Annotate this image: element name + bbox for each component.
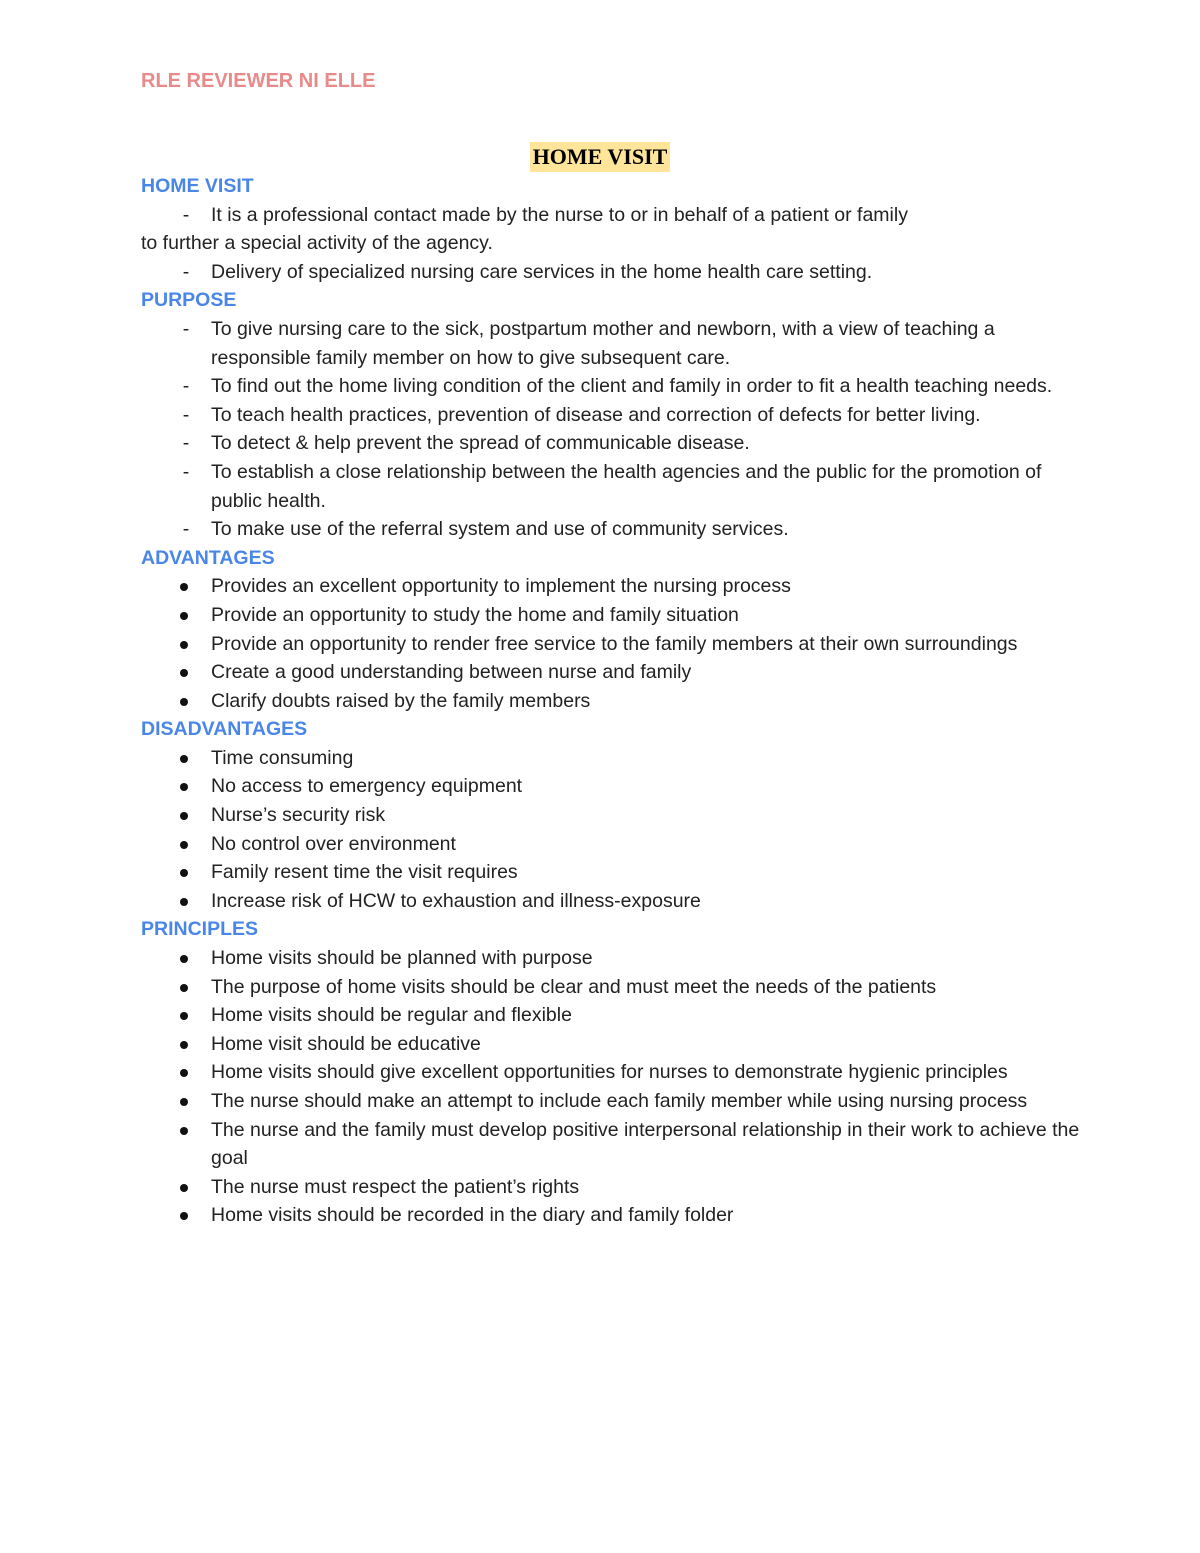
bullet-icon bbox=[180, 1069, 188, 1077]
continuation-line: to further a special activity of the agency. bbox=[141, 232, 493, 255]
bullet-icon bbox=[180, 841, 188, 849]
purpose-list bbox=[141, 315, 1081, 544]
list-item-text: Provide an opportunity to study the home and family situation bbox=[211, 603, 739, 626]
document-content bbox=[141, 172, 1081, 1230]
bullet-icon bbox=[180, 612, 188, 620]
principles-list bbox=[141, 944, 1081, 1230]
list-item-text: Family resent time the visit requires bbox=[211, 861, 518, 884]
dash-marker: - bbox=[182, 317, 190, 340]
list-item-text: Nurse’s security risk bbox=[211, 804, 386, 827]
list-item-text: To find out the home living condition of the client and family in order to fit a health teaching needs. bbox=[211, 375, 1053, 398]
bullet-icon bbox=[180, 1127, 188, 1135]
list-item-text: Increase risk of HCW to exhaustion and illness-exposure bbox=[211, 889, 701, 912]
list-item-text: Home visit should be educative bbox=[211, 1032, 481, 1055]
list-item bbox=[141, 887, 1081, 916]
list-item-text: To detect & help prevent the spread of communicable disease. bbox=[211, 432, 750, 455]
list-item-text: No control over environment bbox=[211, 832, 456, 855]
home-visit-list bbox=[141, 201, 1081, 230]
list-item-text: No access to emergency equipment bbox=[211, 775, 523, 798]
list-item bbox=[141, 1173, 1081, 1202]
list-item bbox=[141, 630, 1081, 659]
list-item-text: Create a good understanding between nurse and family bbox=[211, 661, 692, 684]
bullet-icon bbox=[180, 1098, 188, 1106]
list-item bbox=[141, 944, 1081, 973]
document-title: HOME VISIT bbox=[530, 142, 671, 172]
list-item-text: The nurse must respect the patient’s rights bbox=[211, 1175, 580, 1198]
dash-marker: - bbox=[182, 375, 190, 398]
header-note: RLE REVIEWER NI ELLE bbox=[141, 70, 376, 92]
bullet-icon bbox=[180, 755, 188, 763]
list-item bbox=[141, 601, 1081, 630]
list-item bbox=[141, 658, 1081, 687]
section-heading-disadvantages: DISADVANTAGES bbox=[141, 718, 308, 741]
bullet-icon bbox=[180, 583, 188, 591]
list-item bbox=[141, 1030, 1081, 1059]
section-heading-advantages: ADVANTAGES bbox=[141, 546, 275, 569]
list-item-text: To give nursing care to the sick, postpartum mother and newborn, with a view of teaching a responsible family member on how to give subsequent care. bbox=[211, 317, 995, 369]
bullet-icon bbox=[180, 698, 188, 706]
list-item-text: Provides an excellent opportunity to implement the nursing process bbox=[211, 575, 791, 598]
list-item bbox=[141, 1058, 1081, 1087]
list-item bbox=[141, 315, 1081, 372]
bullet-icon bbox=[180, 898, 188, 906]
list-item-text: The nurse and the family must develop positive interpersonal relationship in their work to achieve the goal bbox=[211, 1118, 1080, 1170]
bullet-icon bbox=[180, 1184, 188, 1192]
list-item bbox=[141, 744, 1081, 773]
bullet-icon bbox=[180, 1212, 188, 1220]
bullet-icon bbox=[180, 669, 188, 677]
list-item bbox=[141, 429, 1081, 458]
list-item bbox=[141, 258, 1081, 287]
bullet-icon bbox=[180, 812, 188, 820]
bullet-icon bbox=[180, 783, 188, 791]
bullet-icon bbox=[180, 1041, 188, 1049]
list-item-text: To establish a close relationship between the health agencies and the public for the promotion of public health. bbox=[211, 460, 1042, 512]
list-item bbox=[141, 1116, 1081, 1173]
dash-marker: - bbox=[182, 460, 190, 483]
list-item bbox=[141, 858, 1081, 887]
section-heading-home-visit: HOME VISIT bbox=[141, 175, 254, 197]
bullet-icon bbox=[180, 641, 188, 649]
list-item bbox=[141, 1201, 1081, 1230]
bullet-icon bbox=[180, 869, 188, 877]
list-item-text: The purpose of home visits should be clear and must meet the needs of the patients bbox=[211, 975, 937, 998]
bullet-icon bbox=[180, 984, 188, 992]
title-wrap bbox=[0, 142, 1200, 172]
list-item-text: It is a professional contact made by the nurse to or in behalf of a patient or family bbox=[211, 203, 908, 226]
section-heading-purpose: PURPOSE bbox=[141, 289, 237, 312]
bullet-icon bbox=[180, 955, 188, 963]
list-item-text: To teach health practices, prevention of disease and correction of defects for better living. bbox=[211, 403, 981, 426]
advantages-list bbox=[141, 572, 1081, 715]
dash-marker: - bbox=[182, 518, 190, 541]
disadvantages-list bbox=[141, 744, 1081, 916]
list-item-text: Home visits should be recorded in the diary and family folder bbox=[211, 1204, 734, 1227]
list-item bbox=[141, 1087, 1081, 1116]
list-item-text: The nurse should make an attempt to include each family member while using nursing process bbox=[211, 1090, 1028, 1112]
list-item bbox=[141, 973, 1081, 1002]
list-item bbox=[141, 201, 1081, 230]
dash-marker: - bbox=[182, 260, 190, 283]
dash-marker: - bbox=[182, 203, 190, 226]
bullet-icon bbox=[180, 1012, 188, 1020]
list-item bbox=[141, 572, 1081, 601]
list-item bbox=[141, 772, 1081, 801]
list-item bbox=[141, 372, 1081, 401]
list-item bbox=[141, 801, 1081, 830]
dash-marker: - bbox=[182, 403, 190, 426]
list-item bbox=[141, 687, 1081, 716]
list-item-text: To make use of the referral system and use of community services. bbox=[211, 518, 789, 541]
list-item-text: Delivery of specialized nursing care services in the home health care setting. bbox=[211, 260, 873, 283]
section-heading-principles: PRINCIPLES bbox=[141, 918, 259, 941]
list-item-text: Provide an opportunity to render free service to the family members at their own surroundings bbox=[211, 632, 1018, 655]
list-item bbox=[141, 401, 1081, 430]
list-item-text: Time consuming bbox=[211, 746, 354, 769]
dash-marker: - bbox=[182, 432, 190, 455]
list-item bbox=[141, 515, 1081, 544]
list-item bbox=[141, 830, 1081, 859]
list-item-text: Home visits should give excellent opportunities for nurses to demonstrate hygienic principles bbox=[211, 1061, 1008, 1084]
list-item-text: Home visits should be regular and flexible bbox=[211, 1004, 572, 1027]
list-item-text: Clarify doubts raised by the family members bbox=[211, 689, 591, 712]
list-item-text: Home visits should be planned with purpose bbox=[211, 947, 593, 970]
list-item bbox=[141, 1001, 1081, 1030]
list-item bbox=[141, 458, 1081, 515]
home-visit-list-2 bbox=[141, 258, 1081, 287]
